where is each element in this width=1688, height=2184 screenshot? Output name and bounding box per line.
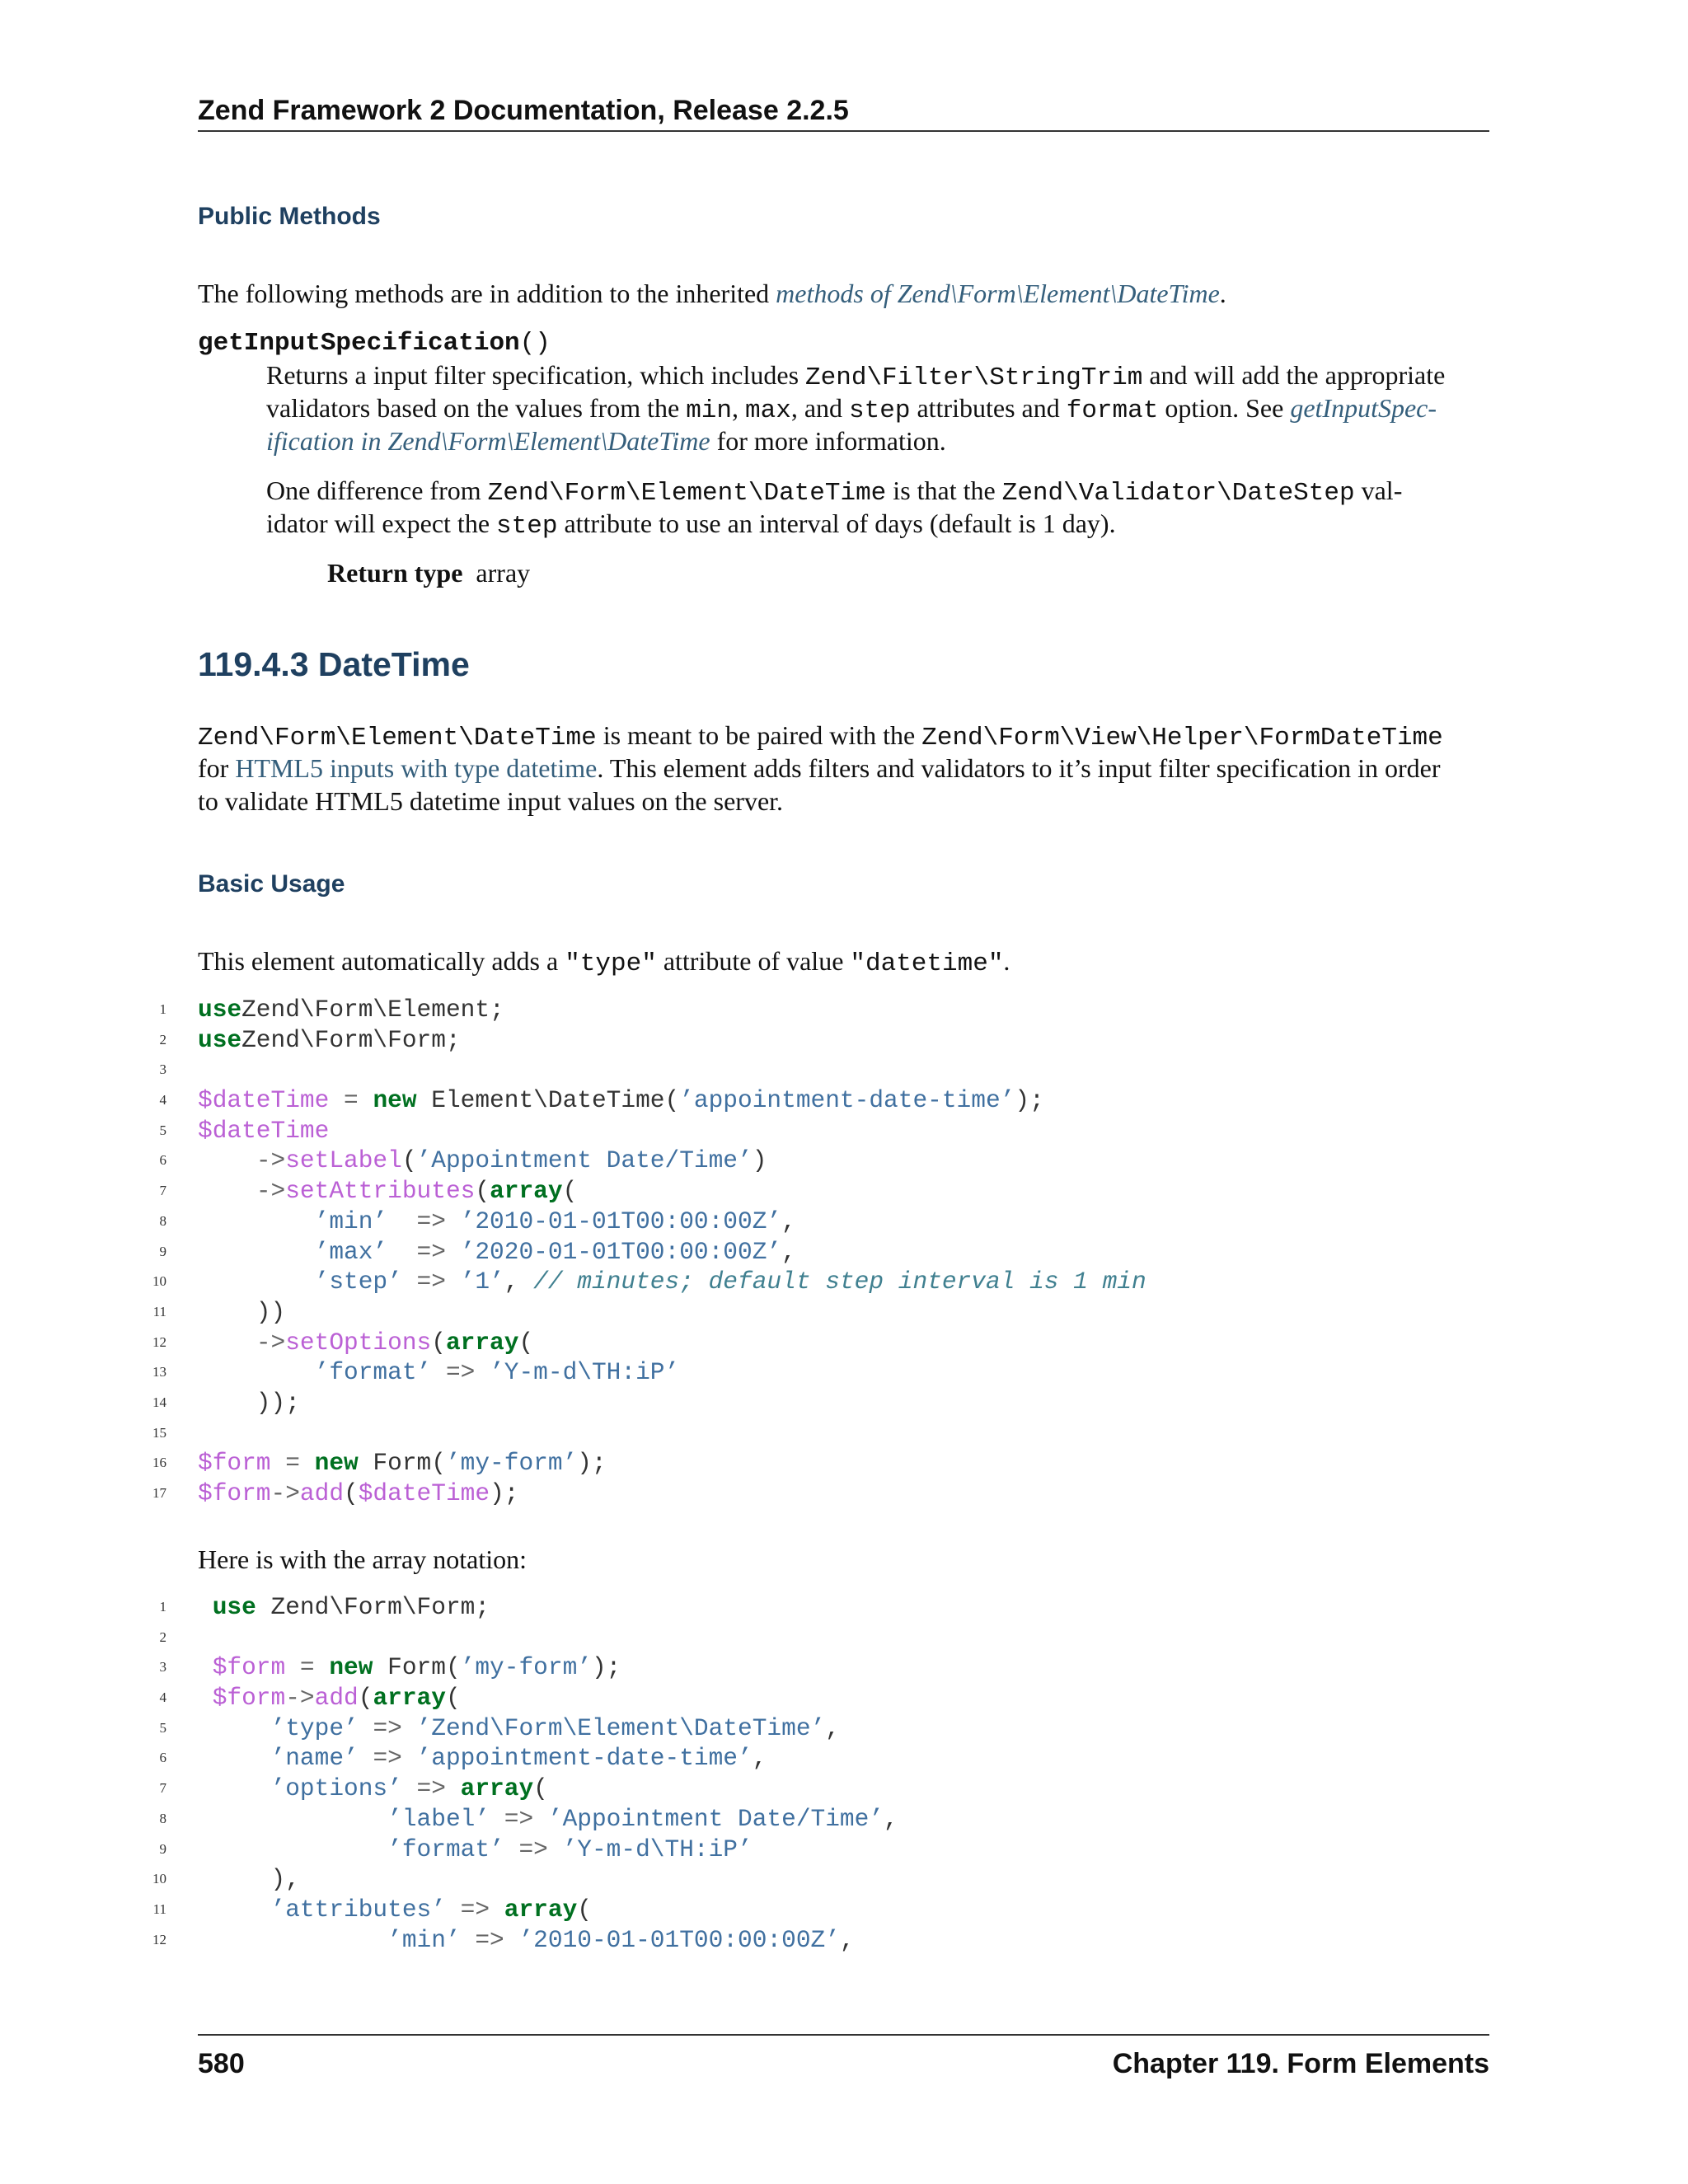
difference-paragraph-line-2: idator will expect the step attribute to use an interval of days (default is 1 day). <box>266 509 1116 541</box>
code-token: array <box>373 1684 446 1713</box>
code-token: => <box>373 1713 402 1742</box>
code-token: ( <box>518 1328 534 1357</box>
code-token: ), <box>198 1865 300 1894</box>
code-token: Zend\Form\Element; <box>241 996 504 1024</box>
code-token <box>198 1835 387 1863</box>
code-token: ( <box>445 1684 461 1713</box>
code-text <box>198 1804 898 1835</box>
code-token: ’appointment-date-time’ <box>416 1744 753 1773</box>
code-text <box>198 1479 518 1509</box>
code-token <box>329 1086 344 1114</box>
code-text <box>198 1895 592 1925</box>
code-token: new <box>329 1653 373 1682</box>
line-number: 2 <box>159 1629 166 1645</box>
code-token: => <box>416 1268 446 1296</box>
code-token <box>446 1896 461 1924</box>
code-token: -> <box>256 1177 286 1206</box>
code-token <box>402 1744 417 1772</box>
code-token: ’type’ <box>270 1713 359 1742</box>
code-token: = <box>285 1449 300 1478</box>
code-token: ( <box>358 1684 373 1713</box>
code-line <box>0 1267 1688 1297</box>
method-description-line-2: validators based on the values from the min, max, and step attributes and format option. See getInputSpec- <box>266 393 1437 425</box>
datetime-description-line-2: for HTML5 inputs with type datetime. This element adds filters and validators to it’s input filter specification in order <box>198 753 1441 783</box>
datetime-section-heading: 119.4.3 DateTime <box>198 645 470 683</box>
code-token: ’step’ <box>314 1268 402 1296</box>
line-number: 6 <box>159 1750 166 1766</box>
method-signature: getInputSpecification() <box>198 329 551 358</box>
code-line <box>0 1864 1688 1895</box>
code-token <box>490 1805 504 1833</box>
code-token: new <box>373 1086 417 1115</box>
code-token <box>198 1653 213 1681</box>
code-token: Zend\Form\Form; <box>256 1593 490 1621</box>
basic-usage-intro: This element automatically adds a "type" attribute of value "datetime". <box>198 946 1010 978</box>
code-token: ); <box>577 1449 607 1478</box>
code-token: => <box>518 1835 548 1863</box>
code-token: setOptions <box>285 1328 432 1357</box>
code-token <box>490 1896 504 1924</box>
code-token: ’my-form’ <box>460 1653 592 1682</box>
code-token <box>198 1329 256 1357</box>
code-text <box>198 1267 1146 1297</box>
html5-datetime-link[interactable]: HTML5 inputs with type datetime <box>235 753 598 783</box>
code-line <box>0 1713 1688 1744</box>
line-number: 12 <box>152 1333 166 1350</box>
code-text <box>198 1357 679 1388</box>
code-text <box>198 1713 840 1744</box>
code-token: )) <box>198 1297 286 1326</box>
code-token <box>198 1177 256 1205</box>
code-token: ( <box>431 1328 446 1357</box>
code-token: , <box>839 1925 855 1954</box>
code-token: $form <box>212 1653 286 1682</box>
code-token: $dateTime <box>198 1116 330 1145</box>
inherited-methods-link[interactable]: methods of Zend\Form\Element\DateTime <box>776 279 1220 308</box>
code-token: ( <box>577 1895 592 1924</box>
code-token <box>198 1926 387 1954</box>
code-token: ’Y-m-d\TH:iP’ <box>490 1358 680 1387</box>
code-token: ’min’ <box>387 1925 461 1954</box>
code-token: array <box>445 1328 519 1357</box>
code-line <box>0 1116 1688 1146</box>
code-line <box>0 1683 1688 1713</box>
code-token: => <box>416 1207 446 1235</box>
code-line <box>0 1297 1688 1328</box>
code-token <box>387 1207 416 1235</box>
code-text <box>198 1448 607 1479</box>
code-line <box>0 1592 1688 1623</box>
code-text <box>198 1207 796 1237</box>
code-token <box>198 1805 387 1833</box>
code-token: -> <box>256 1328 286 1357</box>
code-token: new <box>314 1449 359 1478</box>
code-token: $form <box>212 1684 286 1713</box>
code-token: ( <box>562 1177 578 1206</box>
code-token: ’Appointment Date/Time’ <box>416 1146 753 1175</box>
code-token: ’name’ <box>270 1744 359 1773</box>
code-token: setLabel <box>285 1146 402 1175</box>
code-text <box>198 1652 621 1683</box>
line-number: 7 <box>159 1780 166 1797</box>
code-token <box>198 1774 271 1802</box>
code-token: , <box>825 1713 840 1742</box>
code-line <box>0 1804 1688 1835</box>
line-number: 9 <box>159 1243 166 1259</box>
code-token: // minutes; default step interval is 1 min <box>533 1268 1146 1296</box>
line-number: 3 <box>159 1062 166 1078</box>
code-line <box>0 1388 1688 1418</box>
code-token: ’2020-01-01T00:00:00Z’ <box>460 1237 782 1266</box>
code-token: ’label’ <box>387 1804 490 1833</box>
line-number: 14 <box>152 1394 166 1410</box>
code-line <box>0 1925 1688 1956</box>
code-line <box>0 1448 1688 1479</box>
code-token: )); <box>198 1388 300 1417</box>
code-line <box>0 995 1688 1025</box>
code-token: ’min’ <box>314 1207 388 1235</box>
code-line <box>0 1328 1688 1358</box>
code-token: -> <box>285 1684 315 1713</box>
code-line <box>0 1418 1688 1449</box>
return-type-value: array <box>476 558 531 588</box>
code-token: ’2010-01-01T00:00:00Z’ <box>460 1207 782 1235</box>
code-text <box>198 1025 461 1056</box>
code-token: Element\DateTime( <box>416 1086 680 1115</box>
code-token: ( <box>533 1774 548 1803</box>
return-type <box>327 556 530 589</box>
code-text <box>198 1328 533 1358</box>
code-token: ’Zend\Form\Element\DateTime’ <box>416 1713 826 1742</box>
code-token <box>446 1207 461 1235</box>
code-token: => <box>504 1804 534 1833</box>
line-number: 8 <box>159 1810 166 1826</box>
code-token <box>446 1774 461 1802</box>
code-token <box>198 1358 315 1386</box>
code-text <box>198 1925 855 1956</box>
code-text <box>198 1116 329 1146</box>
code-token <box>431 1358 446 1386</box>
code-token: ’appointment-date-time’ <box>679 1086 1015 1115</box>
line-number: 5 <box>159 1122 166 1138</box>
page-number: 580 <box>198 2048 245 2079</box>
code-token <box>387 1238 416 1266</box>
code-line <box>0 1176 1688 1207</box>
code-token: ’1’ <box>460 1268 504 1296</box>
code-token: Zend\Form\Form; <box>241 1025 461 1054</box>
code-token <box>285 1653 300 1681</box>
code-text <box>198 1592 490 1623</box>
array-notation-intro: Here is with the array notation: <box>198 1544 527 1574</box>
code-token: ’format’ <box>314 1358 432 1387</box>
code-text <box>198 1774 548 1804</box>
line-number: 8 <box>159 1212 166 1229</box>
code-token <box>504 1835 519 1863</box>
code-line <box>0 1085 1688 1116</box>
getinputspecification-link-continued[interactable]: ification in Zend\Form\Element\DateTime <box>266 426 710 456</box>
code-token: , <box>504 1268 534 1296</box>
chapter-title: Chapter 119. Form Elements <box>1112 2048 1489 2079</box>
code-token: $form <box>198 1479 271 1507</box>
code-token: , <box>781 1207 796 1235</box>
code-block-basic-usage <box>0 995 1688 1509</box>
code-token: ) <box>752 1146 767 1175</box>
code-line <box>0 1055 1688 1085</box>
code-line <box>0 1479 1688 1509</box>
getinputspecification-link[interactable]: getInputSpec- <box>1290 393 1437 423</box>
code-token <box>402 1714 417 1742</box>
code-token <box>198 1268 315 1296</box>
code-line <box>0 1146 1688 1176</box>
code-token <box>446 1238 461 1266</box>
code-token: Form( <box>373 1653 461 1682</box>
code-token: => <box>416 1237 446 1266</box>
code-token: ); <box>591 1653 621 1682</box>
code-token <box>446 1268 461 1296</box>
method-description-line-1: Returns a input filter specification, which includes Zend\Filter\StringTrim and will add the appropriate <box>266 360 1446 392</box>
code-line <box>0 1237 1688 1268</box>
basic-usage-heading: Basic Usage <box>198 870 345 898</box>
code-token: use <box>198 996 242 1024</box>
code-line <box>0 1895 1688 1925</box>
code-token: $form <box>198 1449 271 1478</box>
page-footer <box>198 2034 1489 2079</box>
code-token: add <box>299 1479 345 1507</box>
code-token: ’options’ <box>270 1774 402 1803</box>
code-token: Form( <box>358 1449 446 1478</box>
public-methods-heading: Public Methods <box>198 203 381 230</box>
line-number: 13 <box>152 1364 166 1380</box>
code-token <box>402 1774 417 1802</box>
method-name: getInputSpecification <box>198 329 520 358</box>
return-type-label: Return type <box>327 558 463 588</box>
datetime-description-line-3: to validate HTML5 datetime input values on the server. <box>198 786 784 816</box>
code-token: array <box>460 1774 534 1803</box>
code-text <box>198 1388 300 1418</box>
code-token <box>198 1146 256 1174</box>
code-token <box>461 1926 476 1954</box>
line-number: 11 <box>152 1303 166 1319</box>
line-number: 10 <box>152 1871 166 1887</box>
code-line <box>0 1025 1688 1056</box>
code-token: , <box>884 1804 898 1833</box>
code-token: -> <box>256 1146 286 1175</box>
code-token: ); <box>490 1479 519 1507</box>
line-number: 9 <box>159 1840 166 1857</box>
code-token: add <box>314 1684 359 1713</box>
line-number: 4 <box>159 1092 166 1108</box>
code-line <box>0 1623 1688 1653</box>
code-token <box>315 1653 330 1681</box>
code-token: ’attributes’ <box>270 1895 446 1924</box>
code-token <box>198 1896 271 1924</box>
code-line <box>0 1652 1688 1683</box>
code-block-array-notation <box>0 1592 1688 1955</box>
code-token <box>475 1358 490 1386</box>
code-token: ’Y-m-d\TH:iP’ <box>562 1835 753 1863</box>
code-line <box>0 1743 1688 1774</box>
code-token: => <box>445 1358 476 1387</box>
line-number: 6 <box>159 1152 166 1169</box>
code-text <box>198 1176 577 1207</box>
code-line <box>0 1774 1688 1804</box>
code-token <box>198 1744 271 1772</box>
code-token <box>300 1449 315 1477</box>
running-header: Zend Framework 2 Documentation, Release 2.2.5 <box>198 92 1489 132</box>
line-number: 17 <box>152 1485 166 1501</box>
code-text <box>198 1683 461 1713</box>
code-token: array <box>504 1895 578 1924</box>
code-token <box>504 1926 519 1954</box>
code-token <box>271 1449 286 1477</box>
code-token: => <box>373 1744 402 1773</box>
code-token: ’max’ <box>314 1237 388 1266</box>
datetime-description-line-1: Zend\Form\Element\DateTime is meant to be paired with the Zend\Form\View\Helper\FormDateTime <box>198 720 1443 752</box>
code-token <box>402 1268 417 1296</box>
code-line <box>0 1207 1688 1237</box>
code-token: ( <box>475 1177 490 1206</box>
method-description-line-3: ification in Zend\Form\Element\DateTime for more information. <box>266 426 946 456</box>
code-token <box>198 1238 315 1266</box>
code-token <box>198 1207 315 1235</box>
code-token <box>198 1593 213 1621</box>
code-token: use <box>198 1025 242 1054</box>
code-token: = <box>344 1086 359 1115</box>
code-token: ); <box>1015 1086 1044 1115</box>
code-token: => <box>416 1774 446 1803</box>
code-text <box>198 1835 753 1865</box>
line-number: 5 <box>159 1719 166 1736</box>
code-text <box>198 1146 767 1176</box>
line-number: 1 <box>159 1599 166 1615</box>
difference-paragraph-line-1: One difference from Zend\Form\Element\DateTime is that the Zend\Validator\DateStep val- <box>266 476 1403 508</box>
code-token: -> <box>270 1479 300 1507</box>
line-number: 7 <box>159 1183 166 1199</box>
code-token <box>359 1744 373 1772</box>
code-token: array <box>490 1177 563 1206</box>
line-number: 11 <box>152 1900 166 1917</box>
code-token: = <box>299 1653 315 1682</box>
code-line <box>0 1835 1688 1865</box>
code-token: ’format’ <box>387 1835 504 1863</box>
code-line <box>0 1357 1688 1388</box>
code-token: ( <box>401 1146 417 1175</box>
code-token <box>198 1684 213 1712</box>
line-number: 12 <box>152 1931 166 1947</box>
code-token <box>198 1714 271 1742</box>
code-text <box>198 1237 796 1268</box>
code-token: => <box>460 1895 490 1924</box>
code-token <box>533 1805 548 1833</box>
code-token <box>359 1714 373 1742</box>
code-text <box>198 1085 1044 1116</box>
code-token: , <box>752 1744 767 1773</box>
code-text <box>198 1297 285 1328</box>
line-number: 15 <box>152 1424 166 1441</box>
code-token: setAttributes <box>285 1177 476 1206</box>
code-text <box>198 995 504 1025</box>
line-number: 1 <box>159 1001 166 1017</box>
code-token: use <box>212 1593 256 1621</box>
code-token: , <box>781 1237 796 1266</box>
code-token: $dateTime <box>198 1086 330 1115</box>
line-number: 10 <box>152 1273 166 1290</box>
code-token: ’2010-01-01T00:00:00Z’ <box>518 1925 840 1954</box>
code-token: $dateTime <box>358 1479 490 1507</box>
code-token: ( <box>344 1479 359 1507</box>
code-text <box>198 1864 300 1895</box>
line-number: 2 <box>159 1031 166 1047</box>
code-text <box>198 1743 767 1774</box>
code-token <box>359 1086 373 1114</box>
code-token: ’my-form’ <box>445 1449 578 1478</box>
line-number: 4 <box>159 1690 166 1706</box>
public-methods-intro: The following methods are in addition to the inherited methods of Zend\Form\Element\DateTime. <box>198 279 1226 308</box>
line-number: 3 <box>159 1659 166 1675</box>
code-token <box>548 1835 563 1863</box>
code-token: ’Appointment Date/Time’ <box>547 1804 884 1833</box>
code-token: => <box>475 1925 504 1954</box>
line-number: 16 <box>152 1455 166 1471</box>
